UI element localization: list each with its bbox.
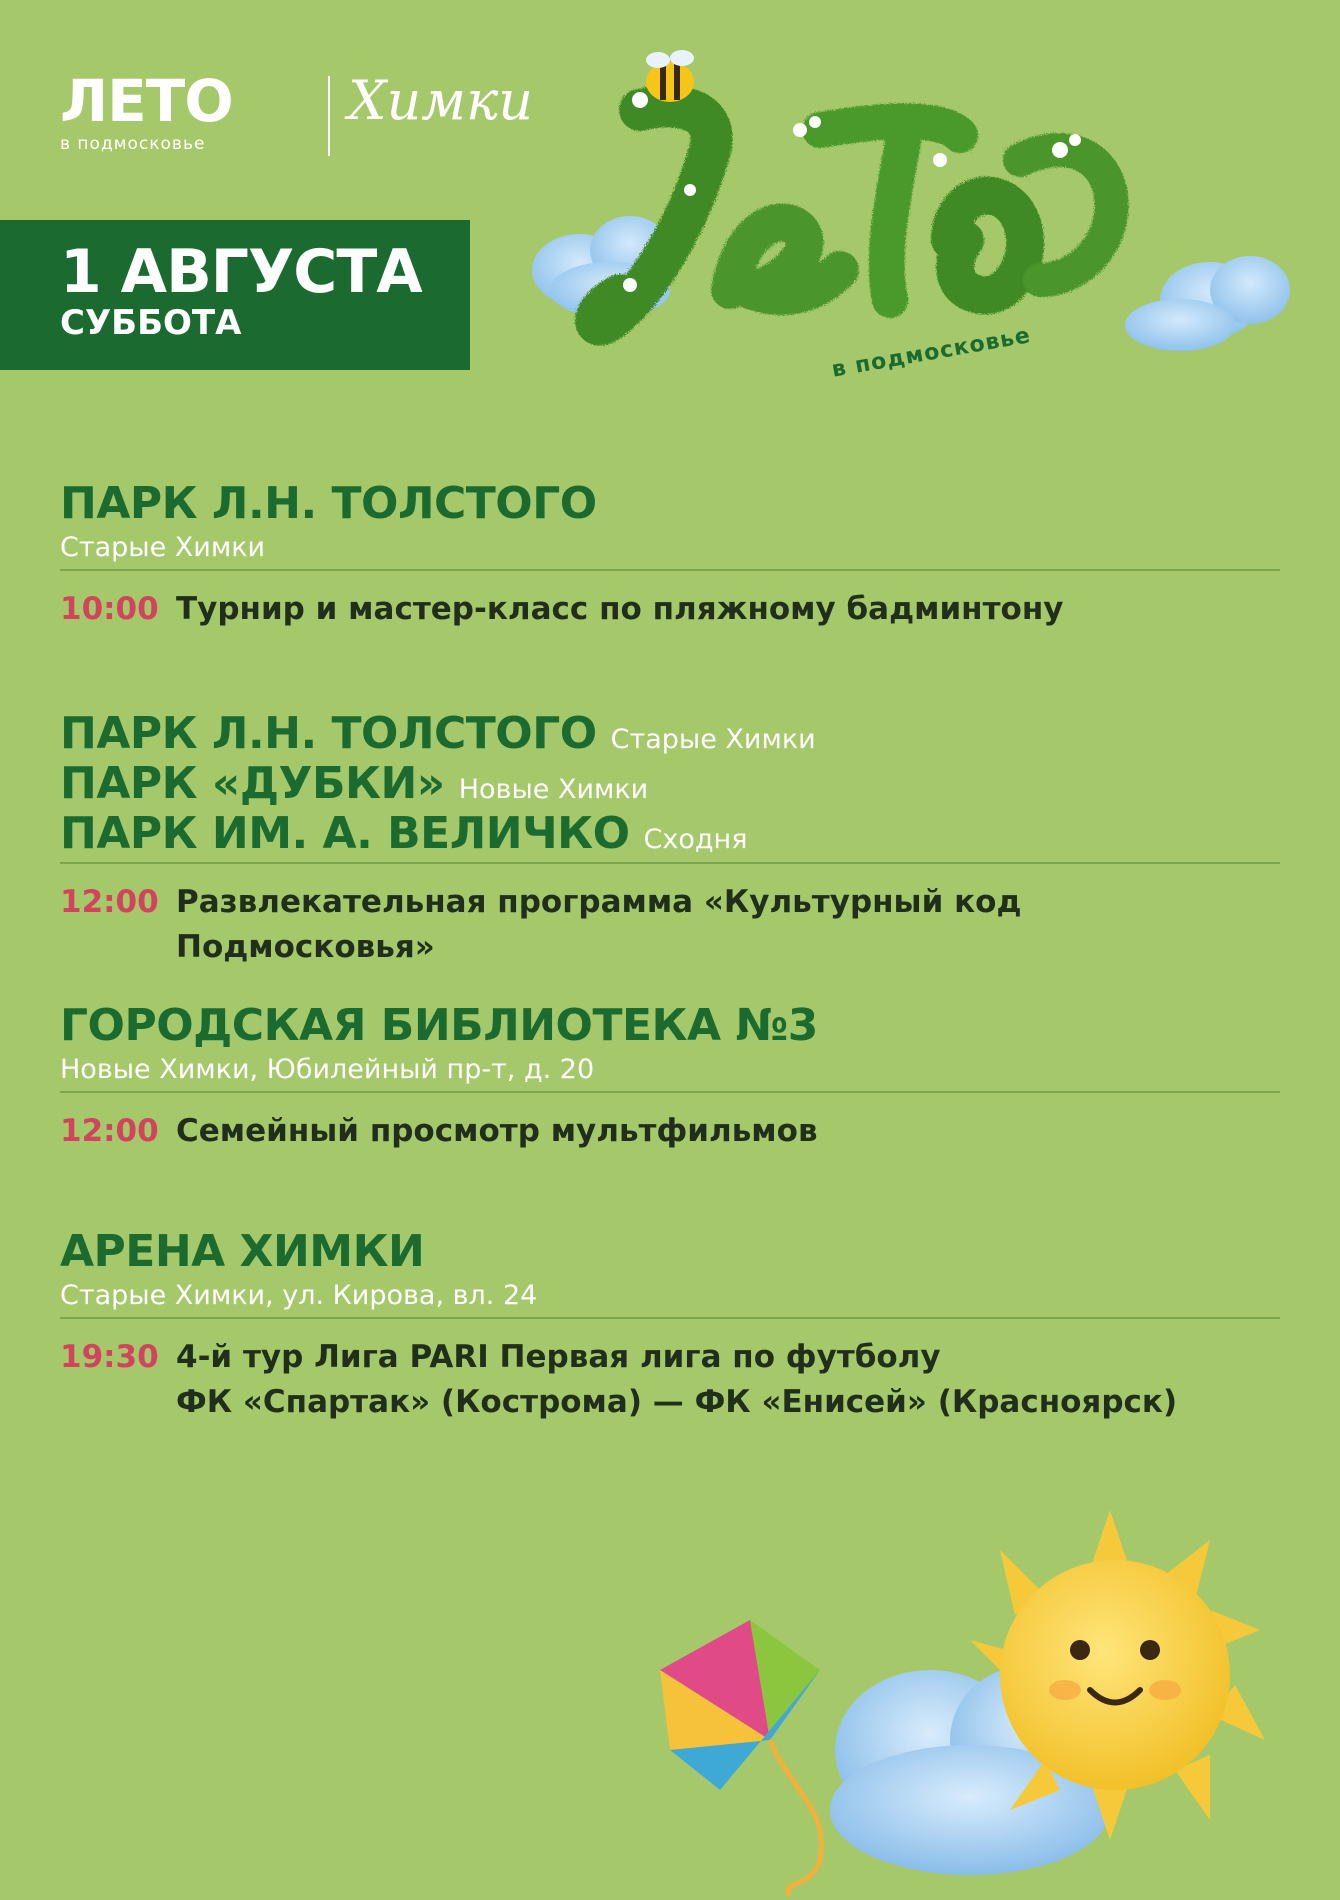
venue-line <box>60 808 1280 859</box>
venue-title: ПАРК ИМ. А. ВЕЛИЧКО <box>60 808 630 859</box>
weekday-label: СУББОТА <box>60 303 242 343</box>
logo-divider <box>328 76 330 156</box>
event-row <box>60 1109 1280 1154</box>
schedule-section <box>60 708 1280 970</box>
venue-title: ПАРК Л.Н. ТОЛСТОГО <box>60 708 597 759</box>
venue-line <box>60 758 1280 809</box>
event-description-block <box>176 1335 1177 1425</box>
schedule-section <box>60 478 1280 632</box>
venue-area: Старые Химки <box>610 724 816 755</box>
event-description: Развлекательная программа «Культурный код Подмосковья» <box>176 884 1022 965</box>
divider <box>60 569 1280 571</box>
venue-line <box>60 708 1280 759</box>
venue-title: АРЕНА ХИМКИ <box>60 1226 425 1277</box>
divider <box>60 1091 1280 1093</box>
event-description: Турнир и мастер-класс по пляжному бадминтону <box>176 591 1064 627</box>
hero-subtitle: в подмосковье <box>829 323 1033 383</box>
event-description: Семейный просмотр мультфильмов <box>176 1113 818 1149</box>
event-time: 10:00 <box>60 591 159 627</box>
leto-logo-subtitle: в подмосковье <box>60 134 206 154</box>
venue-area: Новые Химки, Юбилейный пр-т, д. 20 <box>60 1054 595 1085</box>
date-banner <box>0 220 470 370</box>
venue-area: Сходня <box>643 824 748 855</box>
venue-title: ПАРК Л.Н. ТОЛСТОГО <box>60 478 597 529</box>
bottom-illustration <box>650 1490 1340 1896</box>
event-row <box>60 587 1280 632</box>
event-description: 4-й тур Лига PARI Первая лига по футболу <box>176 1339 941 1375</box>
brand-logo-block <box>60 67 534 162</box>
venue-area: Старые Химки, ул. Кирова, вл. 24 <box>60 1280 538 1311</box>
divider <box>60 1317 1280 1319</box>
bottom-graphic <box>650 1490 1340 1896</box>
event-row <box>60 880 1280 970</box>
schedule-section <box>60 1226 1280 1425</box>
date-title: 1 АВГУСТА <box>60 237 422 307</box>
cloud-icon <box>1125 256 1290 351</box>
venue-area: Старые Химки <box>60 532 266 563</box>
leto-logo: ЛЕТО <box>60 67 233 135</box>
bee-icon <box>646 50 694 102</box>
event-description: ФК «Спартак» (Кострома) — ФК «Енисей» (Красноярск) <box>176 1383 1178 1420</box>
venue-title: ГОРОДСКАЯ БИБЛИОТЕКА №3 <box>60 1000 818 1051</box>
divider <box>60 862 1280 864</box>
hero-lettering <box>596 106 1111 324</box>
event-time: 19:30 <box>60 1339 159 1375</box>
event-time: 12:00 <box>60 884 159 920</box>
schedule-section <box>60 1000 1280 1154</box>
event-time: 12:00 <box>60 1113 159 1149</box>
kite-icon <box>660 1620 822 1896</box>
event-row <box>60 1335 1280 1425</box>
venue-title: ПАРК «ДУБКИ» <box>60 758 445 809</box>
venue-area: Новые Химки <box>458 774 649 805</box>
hero-illustration <box>520 40 1290 420</box>
khimki-logo: Химки <box>348 69 534 132</box>
